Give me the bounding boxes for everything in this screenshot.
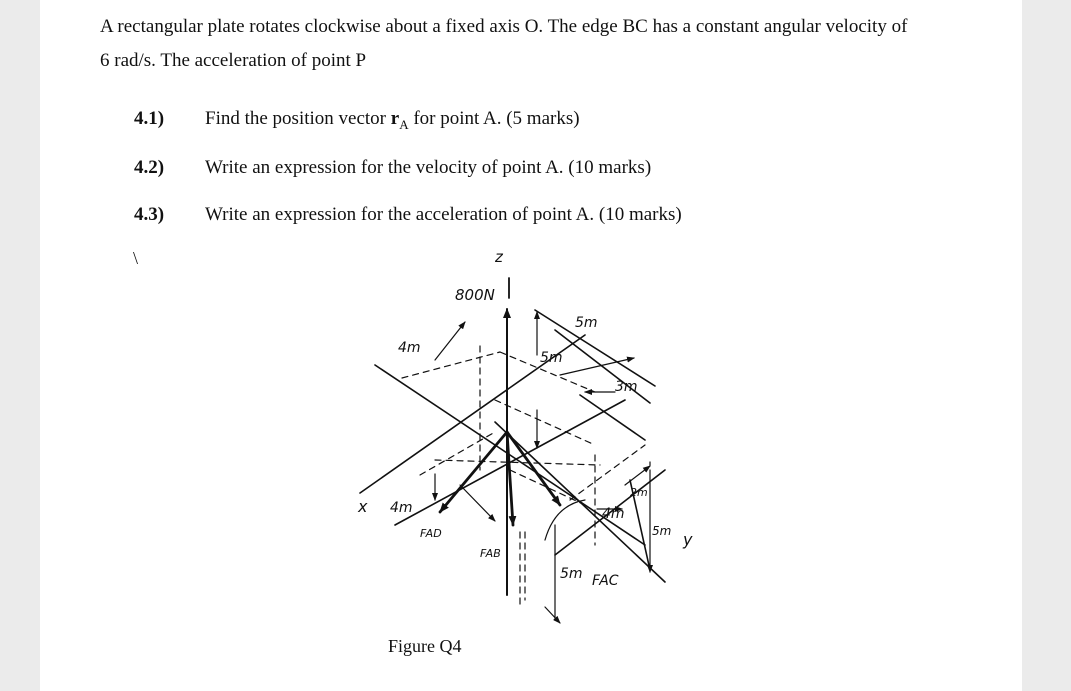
force-fac-vector <box>507 432 560 505</box>
x-axis-label: x <box>358 497 368 516</box>
force-fab-label: FAB <box>480 547 501 560</box>
dimension-4m-right: 4m <box>602 506 625 522</box>
question-text: Write an expression for the velocity of point A. (10 marks) <box>205 157 652 178</box>
dimension-5m-bottom: 5m <box>560 566 583 582</box>
dimension-4m-left: 4m <box>390 500 413 516</box>
force-fac-label: FAC <box>592 573 619 589</box>
position-vector-subscript: A <box>399 116 409 132</box>
question-text: Write an expression for the acceleration of point A. (10 marks) <box>205 204 682 225</box>
dashed-construction <box>402 346 645 605</box>
question-number: 4.2) <box>134 157 165 178</box>
document-page <box>40 0 1022 691</box>
y-axis-label: y <box>683 530 693 549</box>
force-fad-vector <box>440 432 507 512</box>
z-axis-label: z <box>495 248 503 266</box>
dimension-5m-top: 5m <box>575 315 598 331</box>
dimension-4m-top: 4m <box>398 340 421 356</box>
question-text: Find the position vector $r_A$ for point A. (5 marks) <box>205 108 580 132</box>
intro-line-2: 6 rad/s. The acceleration of point P <box>100 50 367 71</box>
question-number: 4.3) <box>134 204 165 225</box>
question-number: 4.1) <box>134 108 165 129</box>
lower-frame <box>360 335 665 582</box>
force-fad-label: FAD <box>420 527 442 540</box>
dimension-5m-mid: 5m <box>540 350 563 366</box>
figure-caption: Figure Q4 <box>388 636 462 656</box>
position-vector-symbol: r <box>390 108 400 129</box>
dimension-2m: 2m <box>630 486 648 499</box>
dimension-5m-right: 5m <box>652 524 672 538</box>
figure-q4-diagram <box>40 0 1022 691</box>
force-800n-label: 800N <box>455 286 495 304</box>
stray-mark: \ <box>133 248 139 268</box>
fac-angle-arc <box>545 500 585 540</box>
dimension-3m: 3m <box>615 379 638 395</box>
intro-line-1: A rectangular plate rotates clockwise about a fixed axis O. The edge BC has a constant angular velocity of <box>100 16 908 37</box>
